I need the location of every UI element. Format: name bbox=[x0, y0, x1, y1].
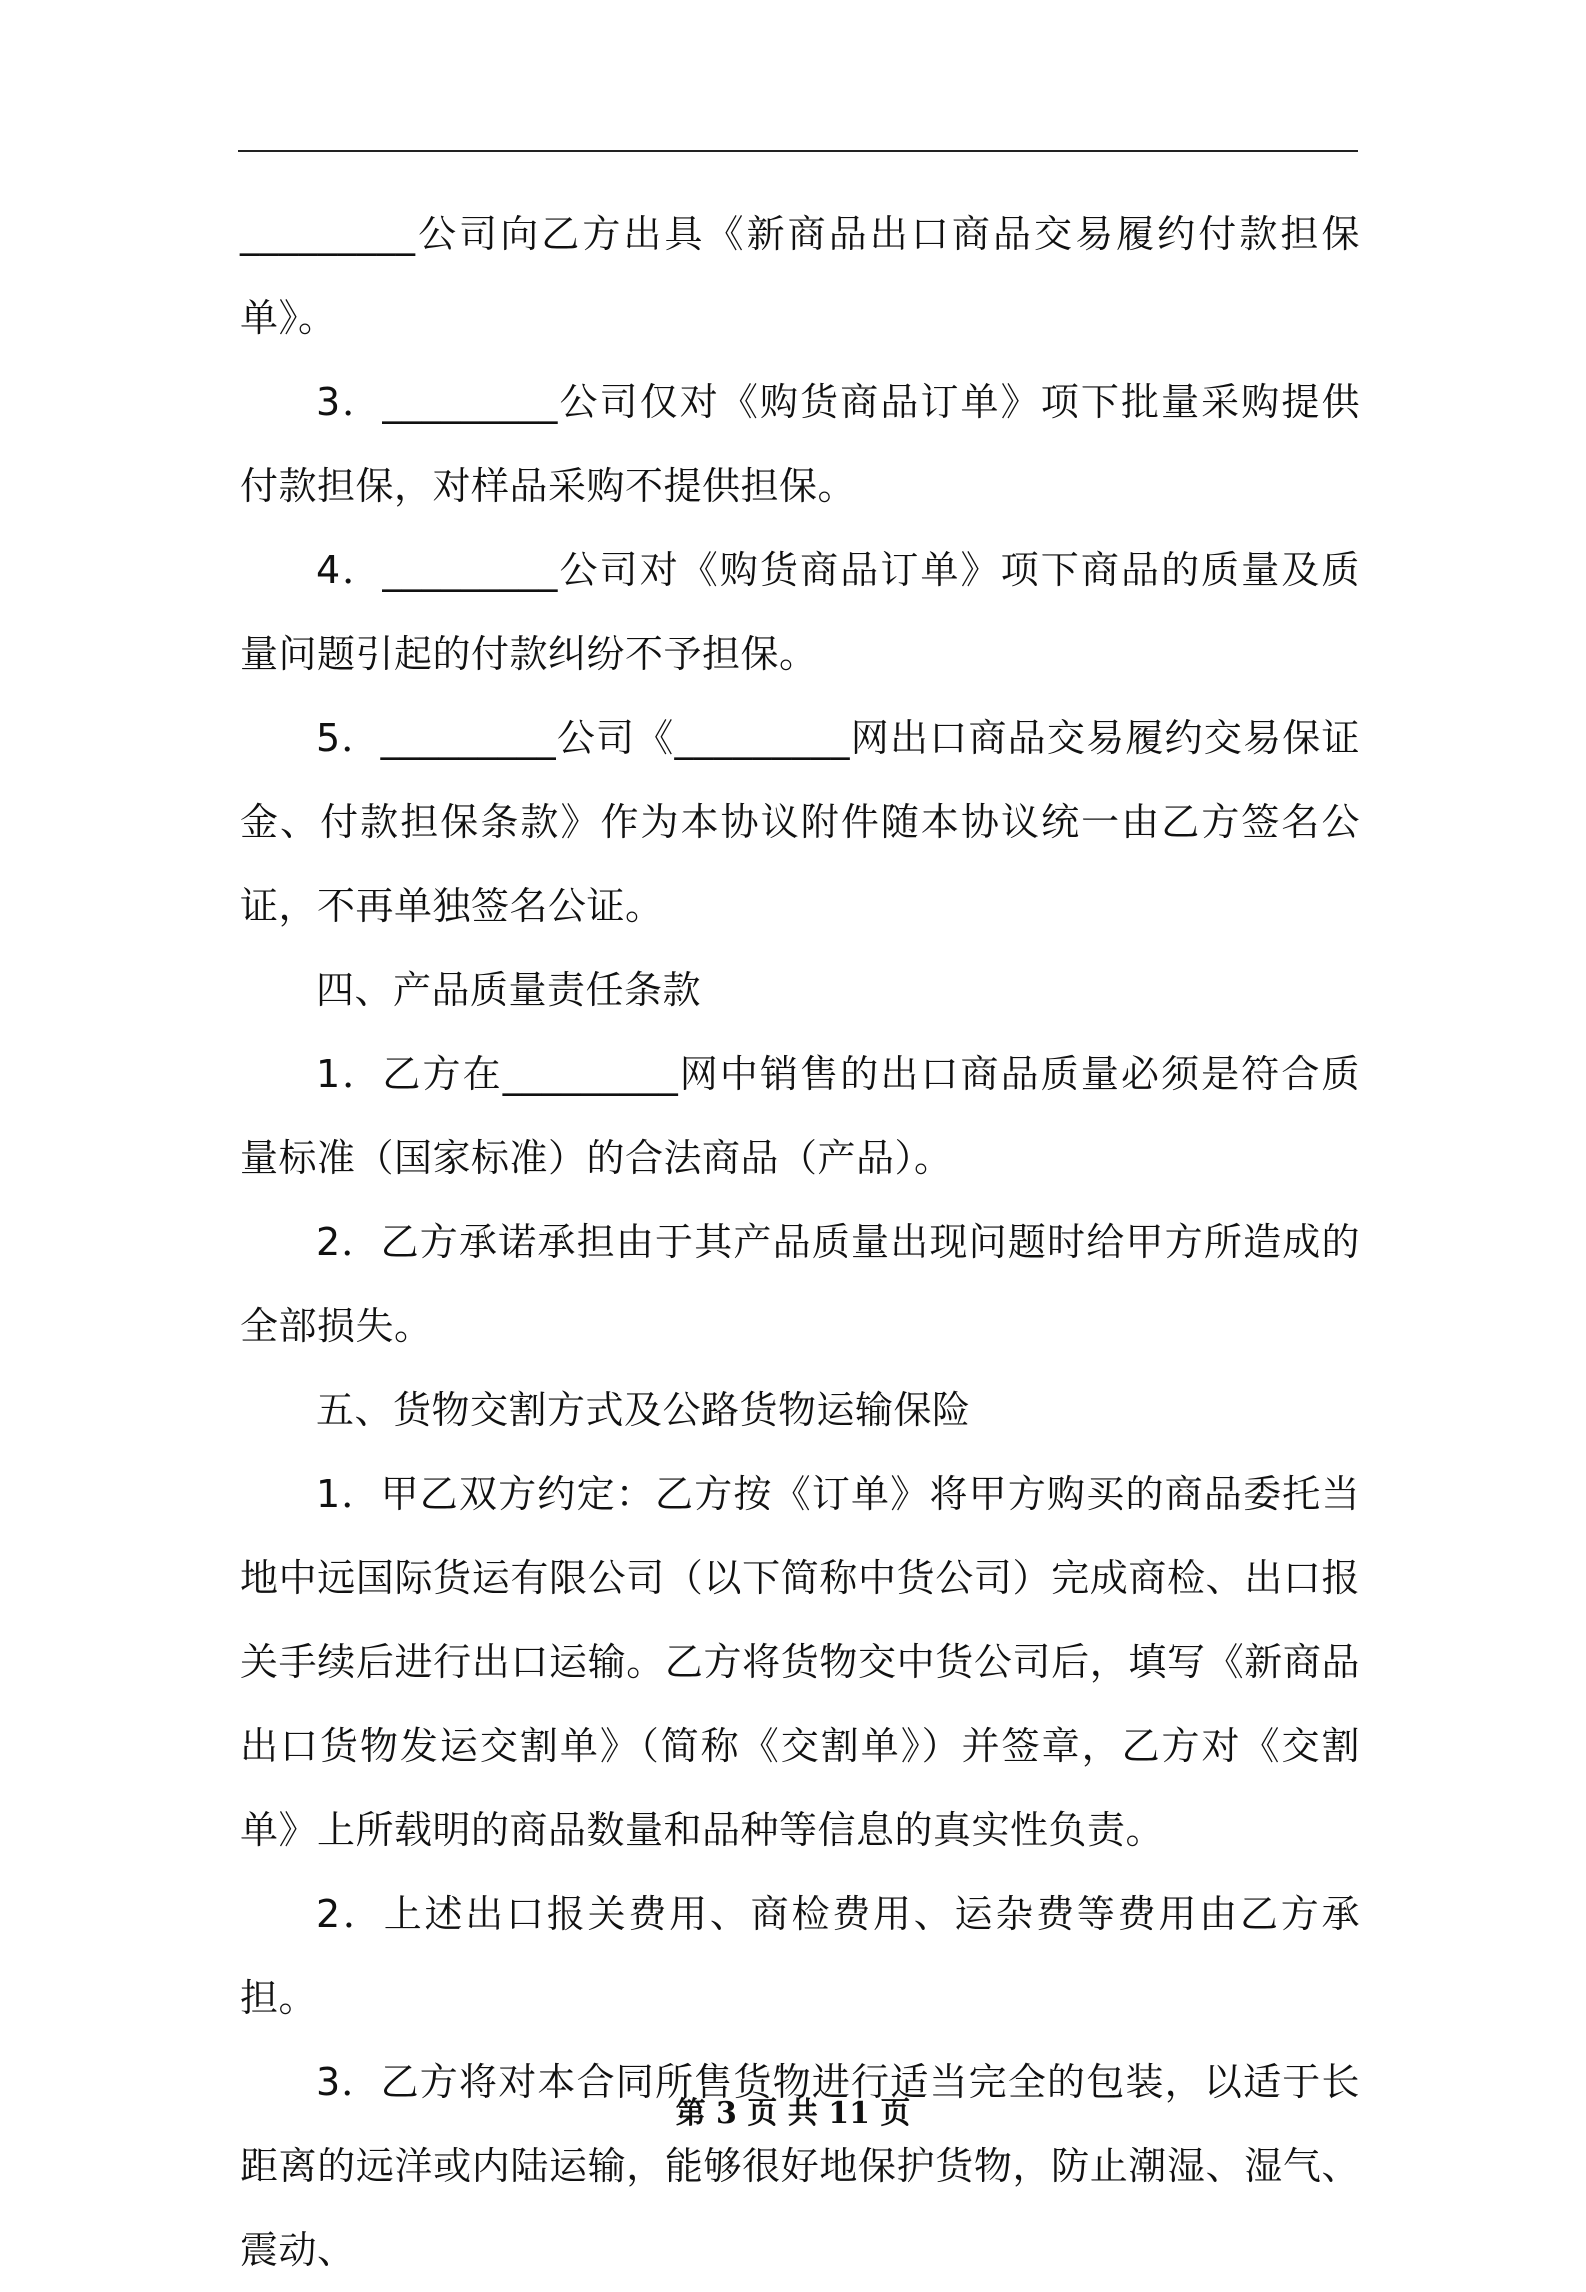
paragraph-5-3: 3．乙方将对本合同所售货物进行适当完全的包装，以适于长距离的远洋或内陆运输，能够很好地保护货物，防止潮湿、湿气、震动、 bbox=[240, 2060, 1360, 2272]
paragraph-5-1: 1．甲乙双方约定：乙方按《订单》将甲方购买的商品委托当地中远国际货运有限公司（以下简称中货公司）完成商检、出口报关手续后进行出口运输。乙方将货物交中货公司后，填写《新商品出口货物发运交割单》（简称《交割单》）并签章，乙方对《交割单》上所载明的商品数量和品种等信息的真实性负责。 bbox=[240, 1472, 1360, 1852]
paragraph-4-1: 1．乙方在_________网中销售的出口商品质量必须是符合质量标准（国家标准）的合法商品（产品）。 bbox=[240, 1052, 1360, 1180]
paragraph-4-2: 2．乙方承诺承担由于其产品质量出现问题时给甲方所造成的全部损失。 bbox=[240, 1220, 1360, 1348]
paragraph-5-2: 2．上述出口报关费用、商检费用、运杂费等费用由乙方承担。 bbox=[240, 1892, 1360, 2020]
paragraph-continuation: _________公司向乙方出具《新商品出口商品交易履约付款担保单》。 bbox=[240, 212, 1360, 340]
section-heading-5: 五、货物交割方式及公路货物运输保险 bbox=[316, 1388, 971, 1432]
document-body bbox=[240, 192, 1360, 2292]
header-rule bbox=[238, 150, 1358, 152]
paragraph-3-5: 5．_________公司《_________网出口商品交易履约交易保证金、付款担保条款》作为本协议附件随本协议统一由乙方签名公证，不再单独签名公证。 bbox=[240, 716, 1360, 928]
page-number: 第 3 页 共 11 页 bbox=[675, 2096, 911, 2131]
paragraph-3-4: 4．_________公司对《购货商品订单》项下商品的质量及质量问题引起的付款纠纷不予担保。 bbox=[240, 548, 1360, 676]
section-heading-4: 四、产品质量责任条款 bbox=[316, 968, 702, 1012]
paragraph-3-3: 3．_________公司仅对《购货商品订单》项下批量采购提供付款担保，对样品采购不提供担保。 bbox=[240, 380, 1360, 508]
